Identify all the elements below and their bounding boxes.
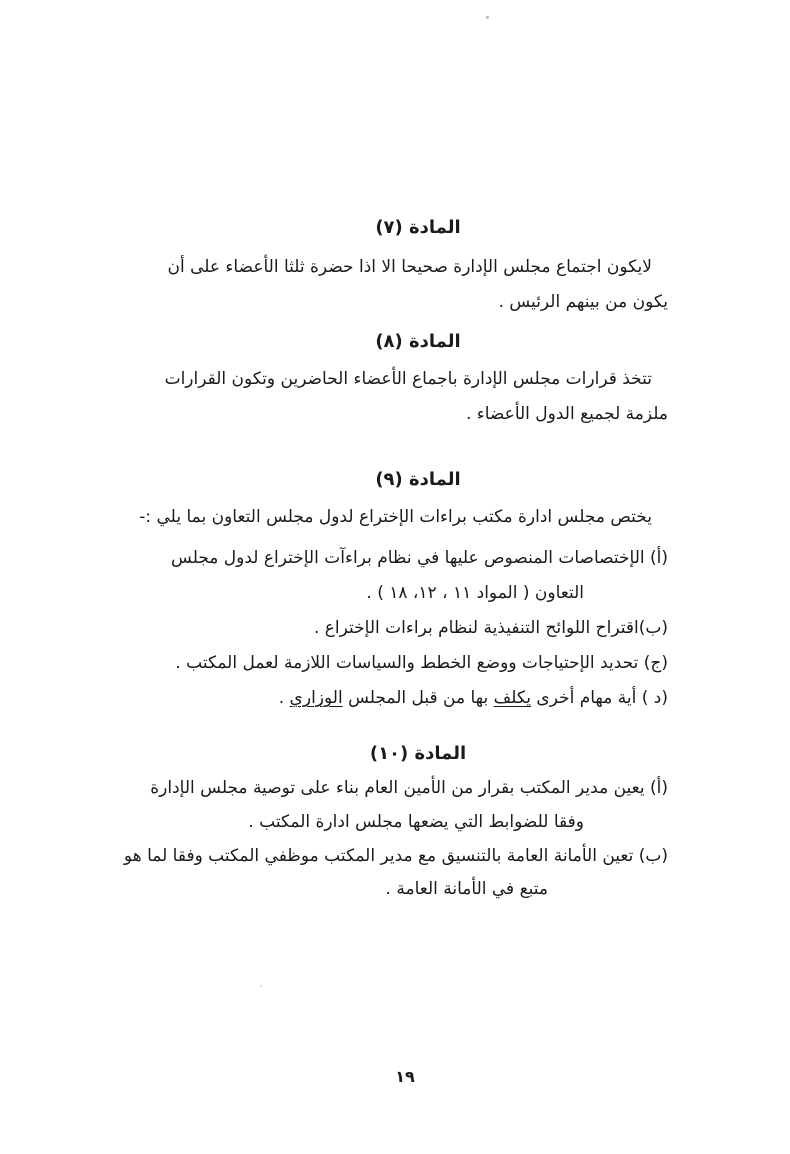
article-9-item-c: (ج) تحديد الإحتياجات ووضع الخطط والسياسات اللازمة لعمل المكتب . <box>175 653 668 673</box>
article-10-item-b-line-1: (ب) تعين الأمانة العامة بالتنسيق مع مدير المكتب موظفي المكتب وفقا لما هو <box>123 846 668 866</box>
article-9-item-d-underlined-word-1: يكلف <box>493 688 531 708</box>
article-9-intro: يختص مجلس ادارة مكتب براءات الإختراع لدول مجلس التعاون بما يلي :- <box>139 507 652 527</box>
article-9-item-d-text: (د ) أية مهام أخرى <box>531 688 668 708</box>
article-7-body-line-2: يكون من بينهم الرئيس . <box>498 292 668 312</box>
article-10-heading: المادة (١٠) <box>369 743 467 764</box>
article-9-item-d-text-end: . <box>278 688 290 708</box>
article-7-body-line-1: لايكون اجتماع مجلس الإدارة صحيحا الا اذا حضرة ثلثا الأعضاء على أن <box>167 257 652 277</box>
article-10-item-a-line-2: وفقا للضوابط التي يضعها مجلس ادارة المكتب . <box>248 812 584 832</box>
article-10-item-b-line-2: متبع في الأمانة العامة . <box>385 879 548 899</box>
article-10-item-a-line-1: (أ) يعين مدير المكتب بقرار من الأمين العام بناء على توصية مجلس الإدارة <box>150 778 668 798</box>
article-9-item-d <box>168 686 668 710</box>
text-column <box>123 0 668 1154</box>
article-9-item-d-underlined-word-2: الوزاري <box>289 688 343 708</box>
article-9-item-a-line-1: (أ) الإختصاصات المنصوص عليها في نظام براءآت الإختراع لدول مجلس <box>171 548 668 568</box>
article-8-body-line-1: تتخذ قرارات مجلس الإدارة باجماع الأعضاء الحاضرين وتكون القرارات <box>164 369 652 389</box>
article-9-item-d-text-mid: بها من قبل المجلس <box>342 688 494 708</box>
article-9-heading: المادة (٩) <box>375 469 461 490</box>
article-9-item-b: (ب)اقتراح اللوائح التنفيذية لنظام براءات الإختراع . <box>313 618 668 638</box>
page-number: ١٩ <box>395 1067 415 1086</box>
article-8-heading: المادة (٨) <box>375 331 461 352</box>
scan-speck <box>486 16 489 19</box>
scan-speck <box>260 985 262 987</box>
article-8-body-line-2: ملزمة لجميع الدول الأعضاء . <box>465 404 668 424</box>
article-7-heading: المادة (٧) <box>375 217 461 238</box>
article-9-item-a-line-2: التعاون ( المواد ١١ ، ١٢، ١٨ ) . <box>366 583 584 603</box>
